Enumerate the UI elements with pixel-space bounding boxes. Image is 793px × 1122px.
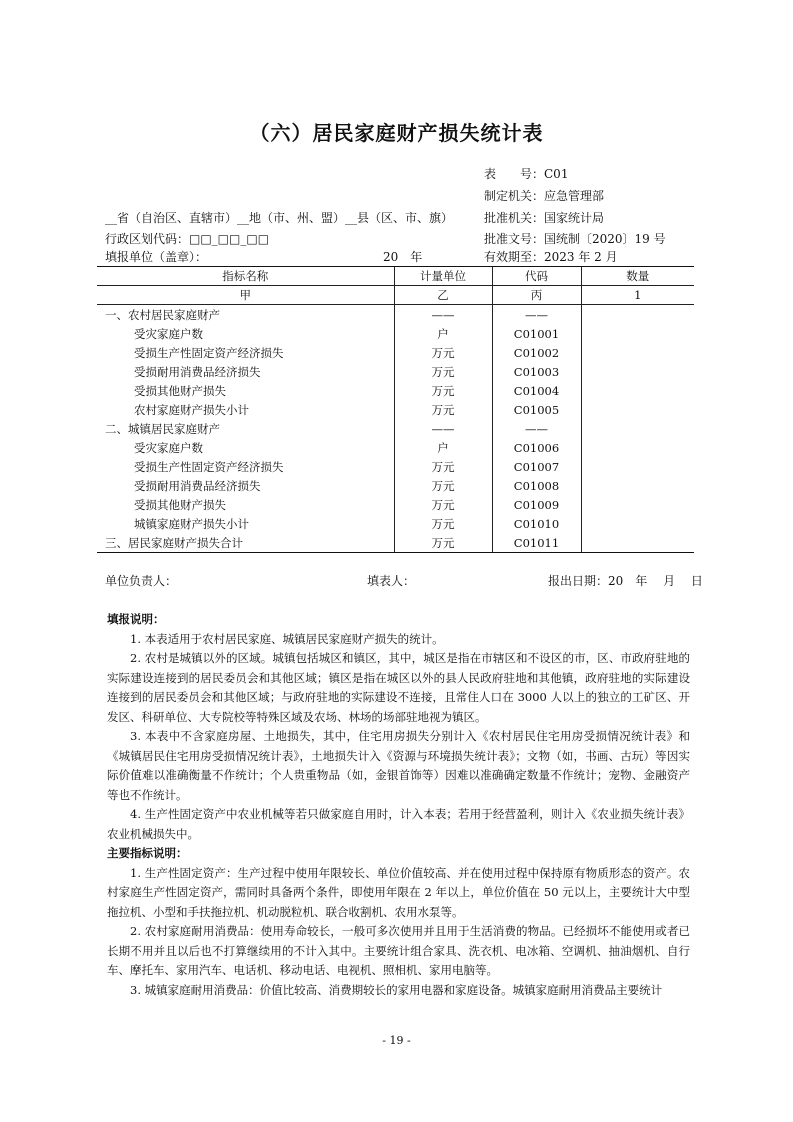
filling-instructions	[107, 610, 690, 1000]
table-row	[97, 324, 694, 343]
indicator-explanation: 3. 城镇家庭耐用消费品：价值比较高、消费期较长的家用电器和家庭设备。城镇家庭耐用消费品主要统计	[130, 982, 663, 997]
table-row	[97, 495, 694, 514]
table-number: 表 号：C01	[484, 167, 569, 181]
code-cell: C01009	[492, 495, 581, 514]
instruction-item: 1. 本表适用于农村居民家庭、城镇居民家庭财产损失的统计。	[130, 631, 444, 646]
code-cell: C01001	[492, 324, 581, 343]
unit-cell: ——	[394, 305, 492, 325]
quantity-cell[interactable]	[581, 533, 694, 553]
page-title: （六）居民家庭财产损失统计表	[249, 121, 544, 145]
approving-authority: 批准机关：国家统计局	[484, 211, 605, 225]
approval-document: 批准文号：国统制〔2020〕19 号	[484, 232, 666, 246]
report-date-label: 报出日期：20 年 月 日	[548, 574, 703, 588]
unit-cell: 万元	[394, 400, 492, 419]
quantity-cell[interactable]	[581, 362, 694, 381]
instructions-heading: 填报说明：	[107, 612, 165, 626]
unit-leader-label: 单位负责人：	[105, 574, 178, 588]
table-row	[97, 533, 694, 553]
subheader-yi: 乙	[394, 286, 492, 305]
quantity-cell[interactable]	[581, 324, 694, 343]
indicator-name: 受损其他财产损失	[134, 497, 226, 512]
unit-cell: 万元	[394, 343, 492, 362]
code-cell: C01004	[492, 381, 581, 400]
indicator-name: 二、城镇居民家庭财产	[105, 421, 220, 436]
quantity-cell[interactable]	[581, 476, 694, 495]
table-row	[97, 476, 694, 495]
quantity-cell[interactable]	[581, 343, 694, 362]
table-subheader-row	[97, 286, 694, 305]
indicator-name: 受灾家庭户数	[134, 326, 203, 341]
unit-cell: 万元	[394, 495, 492, 514]
header-indicator-name: 指标名称	[97, 267, 394, 286]
indicator-name: 受损其他财产损失	[134, 383, 226, 398]
indicator-name: 农村家庭财产损失小计	[134, 402, 249, 417]
unit-cell: ——	[394, 419, 492, 438]
indicator-explanation: 1. 生产性固定资产：生产过程中使用年限较长、单位价值较高、并在使用过程中保持原有物质形态的资产。农村家庭生产性固定资产，需同时具备两个条件，即使用年限在 2 年以上，单位价值在 50 元以上，主要统计大中型拖拉机、小型和手扶拖拉机、机动脱粒机、联合收割机、农用水泵等。	[107, 865, 690, 919]
table-row	[97, 400, 694, 419]
form-filler-label: 填表人：	[367, 574, 416, 588]
statistics-table	[97, 266, 694, 553]
code-cell: ——	[492, 305, 581, 325]
issuing-authority: 制定机关：应急管理部	[484, 189, 605, 203]
code-cell: C01008	[492, 476, 581, 495]
indicator-name: 受损生产性固定资产经济损失	[134, 345, 284, 360]
report-year: 20 年	[383, 250, 423, 264]
code-cell: C01002	[492, 343, 581, 362]
code-cell: C01006	[492, 438, 581, 457]
code-cell: C01005	[492, 400, 581, 419]
indicator-name: 三、居民家庭财产损失合计	[97, 533, 394, 553]
table-row	[97, 438, 694, 457]
quantity-cell[interactable]	[581, 514, 694, 533]
subheader-column-1: 1	[581, 286, 694, 305]
quantity-cell[interactable]	[581, 457, 694, 476]
table-row	[97, 457, 694, 476]
quantity-cell[interactable]	[581, 400, 694, 419]
table-row	[97, 381, 694, 400]
code-cell: ——	[492, 419, 581, 438]
indicators-heading: 主要指标说明：	[107, 846, 188, 860]
quantity-cell[interactable]	[581, 305, 694, 325]
unit-cell: 万元	[394, 381, 492, 400]
region-line: __省（自治区、直辖市）__地（市、州、盟）__县（区、市、旗）	[105, 211, 454, 225]
instruction-item: 2. 农村是城镇以外的区域。城镇包括城区和镇区，其中，城区是指在市辖区和不设区的市，区、市政府驻地的实际建设连接到的居民委员会和其他区域；镇区是指在城区以外的县人民政府驻地和其他镇，政府驻地的实际建设连接到的居民委员会和其他区域；与政府驻地的实际建设不连接，且常住人口在 3000 人以上的独立的工矿区、开发区、科研单位、大专院校等特殊区域及农场、林场的场部驻地视为镇区。	[107, 651, 690, 724]
unit-cell: 户	[394, 438, 492, 457]
quantity-cell[interactable]	[581, 495, 694, 514]
indicator-explanation: 2. 农村家庭耐用消费品：使用寿命较长，一般可多次使用并且用于生活消费的物品。已经损坏不能使用或者已长期不用并且以后也不打算继续用的不计入其中。主要统计组合家具、洗衣机、电冰箱、空调机、抽油烟机、自行车、摩托车、家用汽车、电话机、移动电话、电视机、照相机、家用电脑等。	[107, 924, 690, 977]
indicator-name: 受损耐用消费品经济损失	[134, 364, 261, 379]
unit-cell: 万元	[394, 533, 492, 553]
indicator-name: 受损生产性固定资产经济损失	[134, 459, 284, 474]
unit-cell: 万元	[394, 362, 492, 381]
header-quantity: 数量	[581, 267, 694, 286]
table-row	[97, 514, 694, 533]
admin-code: 行政区划代码：□□_□□_□□	[105, 232, 270, 246]
header-code: 代码	[492, 267, 581, 286]
validity-period: 有效期至：2023 年 2 月	[484, 250, 618, 264]
instruction-item: 4. 生产性固定资产中农业机械等若只做家庭自用时，计入本表；若用于经营盈利，则计入《农业损失统计表》农业机械损失中。	[107, 807, 690, 841]
unit-cell: 万元	[394, 514, 492, 533]
quantity-cell[interactable]	[581, 419, 694, 438]
instruction-item: 3. 本表中不含家庭房屋、土地损失，其中，住宅用房损失分别计入《农村居民住宅用房受损情况统计表》和《城镇居民住宅用房受损情况统计表》，土地损失计入《资源与环境损失统计表》；文物（如，书画、古玩）等因实际价值难以准确衡量不作统计；个人贵重物品（如，金银首饰等）因难以准确确定数量不作统计；宠物、金融资产等也不作统计。	[107, 729, 690, 802]
table-row	[97, 419, 694, 438]
table-row	[97, 362, 694, 381]
quantity-cell[interactable]	[581, 438, 694, 457]
unit-cell: 万元	[394, 476, 492, 495]
unit-cell: 户	[394, 324, 492, 343]
filler-unit: 填报单位（盖章）：	[105, 250, 208, 264]
quantity-cell[interactable]	[581, 381, 694, 400]
header-unit: 计量单位	[394, 267, 492, 286]
table-row	[97, 305, 694, 325]
table-header-row	[97, 267, 694, 286]
code-cell: C01003	[492, 362, 581, 381]
indicator-name: 城镇家庭财产损失小计	[134, 516, 249, 531]
code-cell: C01007	[492, 457, 581, 476]
code-cell: C01011	[492, 533, 581, 553]
subheader-bing: 丙	[492, 286, 581, 305]
page-number: - 19 -	[382, 1034, 411, 1047]
indicator-name: 一、农村居民家庭财产	[105, 307, 220, 322]
unit-cell: 万元	[394, 457, 492, 476]
subheader-jia: 甲	[97, 286, 394, 305]
table-row	[97, 343, 694, 362]
indicator-name: 受损耐用消费品经济损失	[134, 478, 261, 493]
indicator-name: 受灾家庭户数	[134, 440, 203, 455]
code-cell: C01010	[492, 514, 581, 533]
